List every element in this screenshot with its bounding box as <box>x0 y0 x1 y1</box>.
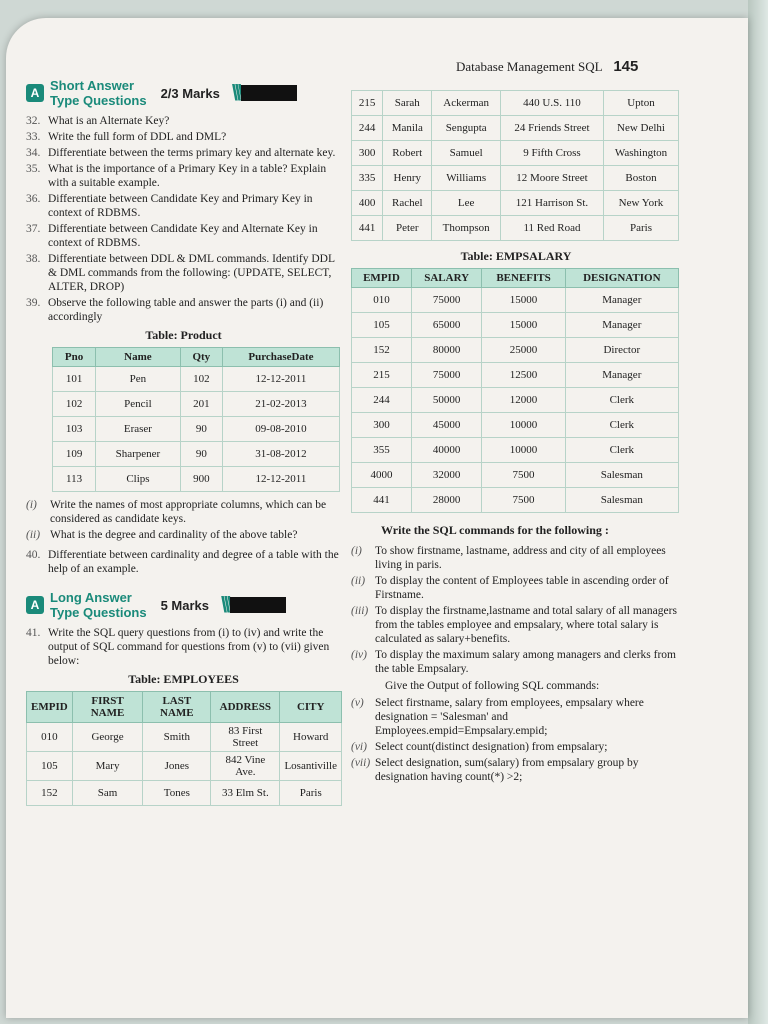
question-item <box>351 648 681 676</box>
question-number: 40. <box>26 549 41 561</box>
table-cell: 15000 <box>482 313 565 338</box>
product-table <box>52 347 340 492</box>
table-cell: Pen <box>96 367 181 392</box>
product-table-caption: Table: Product <box>145 328 222 342</box>
table-cell: 105 <box>27 752 73 781</box>
table-cell: 441 <box>352 216 383 241</box>
table-cell: 121 Harrison St. <box>500 191 603 216</box>
question-item <box>26 222 341 250</box>
question-number: 38. <box>26 253 41 265</box>
table-cell: 244 <box>352 388 412 413</box>
table-cell: 09-08-2010 <box>222 417 339 442</box>
table-row <box>352 463 679 488</box>
section-title <box>50 590 147 620</box>
table-cell: 80000 <box>411 338 482 363</box>
question-text: Differentiate between DDL & DML commands. Identify DDL & DML commands from the following: (UPDATE, SELECT, ALTER, DROP) <box>48 253 335 293</box>
empsalary-table-caption: Table: EMPSALARY <box>460 249 572 263</box>
question-40 <box>26 548 341 576</box>
table-row <box>53 392 340 417</box>
table-cell: Sharpener <box>96 442 181 467</box>
table-cell: 215 <box>352 91 383 116</box>
table-row <box>352 488 679 513</box>
question-item <box>26 498 341 526</box>
question-item <box>351 740 681 754</box>
table-row <box>27 781 342 806</box>
table-cell: 215 <box>352 363 412 388</box>
table-cell: 12 Moore Street <box>500 166 603 191</box>
question-item <box>351 574 681 602</box>
question-text: To display the firstname,lastname and total salary of all managers from the tables employee and empsalary, where total salary is calculated as salary+benefits. <box>375 605 677 645</box>
table-cell: 31-08-2012 <box>222 442 339 467</box>
table-cell: 32000 <box>411 463 482 488</box>
question-number: (i) <box>26 499 37 511</box>
table-cell: 440 U.S. 110 <box>500 91 603 116</box>
question-text: What is an Alternate Key? <box>48 115 170 127</box>
table-cell: Clerk <box>565 388 678 413</box>
table-cell: Mary <box>72 752 143 781</box>
question-text: What is the importance of a Primary Key in a table? Explain with a suitable example. <box>48 163 327 189</box>
table-cell: Jones <box>143 752 211 781</box>
table-cell: 90 <box>180 417 222 442</box>
question-number: (vii) <box>351 757 371 769</box>
empsalary-table <box>351 268 679 513</box>
short-questions-list <box>26 114 341 324</box>
table-cell: 335 <box>352 166 383 191</box>
section-title-line2: Type Questions <box>50 93 147 108</box>
table-cell: Clerk <box>565 413 678 438</box>
table-cell: Sengupta <box>432 116 501 141</box>
table-cell: 010 <box>27 723 73 752</box>
table-row <box>53 367 340 392</box>
table-cell: 4000 <box>352 463 412 488</box>
question-item <box>351 604 681 646</box>
section-title-line2: Type Questions <box>50 605 147 620</box>
table-cell: New York <box>603 191 678 216</box>
question-number: 39. <box>26 297 41 309</box>
column-header: EMPID <box>27 692 73 723</box>
table-cell: Paris <box>603 216 678 241</box>
table-row <box>352 338 679 363</box>
question-item <box>26 296 341 324</box>
table-cell: Clerk <box>565 438 678 463</box>
question-text: What is the degree and cardinality of the above table? <box>50 529 298 541</box>
question-number: 32. <box>26 115 41 127</box>
table-cell: Sarah <box>383 91 432 116</box>
table-cell: Rachel <box>383 191 432 216</box>
question-text: To display the content of Employees table in ascending order of Firstname. <box>375 575 669 601</box>
column-header: Qty <box>180 348 222 367</box>
question-item <box>26 252 341 294</box>
product-questions-list <box>26 498 341 542</box>
table-cell: 90 <box>180 442 222 467</box>
table-row <box>352 216 679 241</box>
table-cell: Eraser <box>96 417 181 442</box>
question-number: 37. <box>26 223 41 235</box>
question-number: 36. <box>26 193 41 205</box>
right-column <box>351 90 681 786</box>
table-cell: Smith <box>143 723 211 752</box>
question-number: (i) <box>351 545 362 557</box>
question-text: Write the names of most appropriate columns, which can be considered as candidate keys. <box>50 499 327 525</box>
employees-table-caption: Table: EMPLOYEES <box>128 672 239 686</box>
table-cell: 152 <box>27 781 73 806</box>
column-header: BENEFITS <box>482 269 565 288</box>
table-cell: 101 <box>53 367 96 392</box>
table-row <box>352 191 679 216</box>
table-cell: 24 Friends Street <box>500 116 603 141</box>
table-cell: 10000 <box>482 438 565 463</box>
table-cell: 9 Fifth Cross <box>500 141 603 166</box>
output-questions-list <box>351 696 681 784</box>
section-title-line1: Long Answer <box>50 590 132 605</box>
table-cell: 7500 <box>482 463 565 488</box>
table-cell: Lee <box>432 191 501 216</box>
table-cell: 12000 <box>482 388 565 413</box>
table-cell: 105 <box>352 313 412 338</box>
question-text: Write the full form of DDL and DML? <box>48 131 227 143</box>
header-title: Database Management SQL <box>456 59 603 74</box>
table-cell: 102 <box>53 392 96 417</box>
table-cell: 102 <box>180 367 222 392</box>
table-cell: Pencil <box>96 392 181 417</box>
table-row <box>352 166 679 191</box>
table-cell: 83 First Street <box>211 723 280 752</box>
table-row <box>352 313 679 338</box>
table-cell: 400 <box>352 191 383 216</box>
table-cell: 12-12-2011 <box>222 367 339 392</box>
column-header: CITY <box>280 692 342 723</box>
table-cell: Manager <box>565 313 678 338</box>
question-number: (ii) <box>351 575 366 587</box>
table-cell: Manila <box>383 116 432 141</box>
question-text: Differentiate between Candidate Key and Alternate Key in context of RDBMS. <box>48 223 318 249</box>
table-cell: Losantiville <box>280 752 342 781</box>
table-cell: 103 <box>53 417 96 442</box>
table-cell: Thompson <box>432 216 501 241</box>
table-cell: 201 <box>180 392 222 417</box>
question-number: (v) <box>351 697 364 709</box>
table-cell: 75000 <box>411 363 482 388</box>
table-cell: 244 <box>352 116 383 141</box>
question-item <box>26 146 341 160</box>
table-row <box>27 752 342 781</box>
table-cell: 441 <box>352 488 412 513</box>
section-marks: 5 Marks <box>160 597 209 613</box>
column-header: PurchaseDate <box>222 348 339 367</box>
column-header: FIRST NAME <box>72 692 143 723</box>
table-cell: Clips <box>96 467 181 492</box>
question-text: Differentiate between the terms primary key and alternate key. <box>48 147 336 159</box>
question-text: Differentiate between Candidate Key and Primary Key in context of RDBMS. <box>48 193 313 219</box>
table-cell: Tones <box>143 781 211 806</box>
table-cell: New Delhi <box>603 116 678 141</box>
page-header <box>456 58 706 75</box>
table-cell: 28000 <box>411 488 482 513</box>
write-sql-heading: Write the SQL commands for the following : <box>381 523 609 537</box>
question-text: Observe the following table and answer the parts (i) and (ii) accordingly <box>48 297 324 323</box>
table-cell: Manager <box>565 363 678 388</box>
table-cell: 45000 <box>411 413 482 438</box>
table-cell: 15000 <box>482 288 565 313</box>
question-number: (iv) <box>351 649 367 661</box>
table-cell: 40000 <box>411 438 482 463</box>
table-cell: 50000 <box>411 388 482 413</box>
question-item <box>351 756 681 784</box>
question-item <box>26 528 341 542</box>
table-cell: Boston <box>603 166 678 191</box>
table-cell: 842 Vine Ave. <box>211 752 280 781</box>
section-bar-decoration: \\\ <box>221 592 286 618</box>
column-header: EMPID <box>352 269 412 288</box>
question-text: Select designation, sum(salary) from empsalary group by designation having count(*) >2; <box>375 757 639 783</box>
table-cell: Samuel <box>432 141 501 166</box>
table-cell: 152 <box>352 338 412 363</box>
table-cell: Howard <box>280 723 342 752</box>
question-text: To display the maximum salary among managers and clerks from the table Empsalary. <box>375 649 676 675</box>
table-cell: Manager <box>565 288 678 313</box>
table-cell: 65000 <box>411 313 482 338</box>
question-item <box>351 696 681 738</box>
table-cell: Director <box>565 338 678 363</box>
question-number: 34. <box>26 147 41 159</box>
table-cell: Ackerman <box>432 91 501 116</box>
question-number: 33. <box>26 131 41 143</box>
question-text: Select firstname, salary from employees, empsalary where designation = 'Salesman' and Employees.empid=Empsalary.empid; <box>375 697 644 737</box>
table-cell: 33 Elm St. <box>211 781 280 806</box>
table-cell: 900 <box>180 467 222 492</box>
section-a-icon: A <box>26 596 44 614</box>
table-cell: Robert <box>383 141 432 166</box>
question-item <box>26 130 341 144</box>
question-number: (iii) <box>351 605 369 617</box>
table-cell: 75000 <box>411 288 482 313</box>
table-cell: 300 <box>352 141 383 166</box>
table-cell: 010 <box>352 288 412 313</box>
table-row <box>352 288 679 313</box>
question-number: (ii) <box>26 529 41 541</box>
page-number: 145 <box>613 58 639 75</box>
question-text: Select count(distinct designation) from empsalary; <box>375 741 608 753</box>
question-number: 41. <box>26 627 41 639</box>
question-text: To show firstname, lastname, address and city of all employees living in paris. <box>375 545 666 571</box>
give-output-heading: Give the Output of following SQL commands: <box>385 680 600 692</box>
table-cell: 21-02-2013 <box>222 392 339 417</box>
table-cell: 113 <box>53 467 96 492</box>
table-cell: Williams <box>432 166 501 191</box>
question-number: 35. <box>26 163 41 175</box>
section-marks: 2/3 Marks <box>160 85 220 101</box>
question-item <box>26 114 341 128</box>
section-title <box>50 78 147 108</box>
table-row <box>53 417 340 442</box>
table-row <box>352 116 679 141</box>
table-row <box>352 91 679 116</box>
table-cell: 7500 <box>482 488 565 513</box>
column-header: SALARY <box>411 269 482 288</box>
long-answer-heading <box>26 590 341 620</box>
column-header: ADDRESS <box>211 692 280 723</box>
table-row <box>352 363 679 388</box>
table-cell: 109 <box>53 442 96 467</box>
column-header: Name <box>96 348 181 367</box>
table-cell: 11 Red Road <box>500 216 603 241</box>
sql-questions-list <box>351 544 681 676</box>
table-row <box>352 141 679 166</box>
question-item <box>26 162 341 190</box>
table-row <box>53 467 340 492</box>
table-row <box>53 442 340 467</box>
column-header: DESIGNATION <box>565 269 678 288</box>
table-cell: Paris <box>280 781 342 806</box>
section-a-icon: A <box>26 84 44 102</box>
short-answer-heading <box>26 78 341 108</box>
table-cell: Salesman <box>565 463 678 488</box>
table-cell: Upton <box>603 91 678 116</box>
table-cell: Henry <box>383 166 432 191</box>
column-header: Pno <box>53 348 96 367</box>
table-row <box>352 388 679 413</box>
table-cell: 12500 <box>482 363 565 388</box>
employees-table <box>26 691 342 806</box>
table-cell: Sam <box>72 781 143 806</box>
question-item <box>351 544 681 572</box>
question-item <box>26 192 341 220</box>
book-page <box>6 18 748 1018</box>
table-cell: Peter <box>383 216 432 241</box>
table-row <box>27 723 342 752</box>
section-bar-decoration: \\\ <box>232 80 297 106</box>
table-cell: 25000 <box>482 338 565 363</box>
table-cell: George <box>72 723 143 752</box>
table-cell: Washington <box>603 141 678 166</box>
table-cell: 355 <box>352 438 412 463</box>
book-spine <box>748 0 768 1024</box>
table-cell: 10000 <box>482 413 565 438</box>
employees-table-continued <box>351 90 679 241</box>
question-text: Differentiate between cardinality and degree of a table with the help of an example. <box>48 549 339 575</box>
question-41 <box>26 626 341 668</box>
column-header: LAST NAME <box>143 692 211 723</box>
question-text: Write the SQL query questions from (i) to (iv) and write the output of SQL command for questions from (v) to (vii) given below: <box>48 627 330 667</box>
table-cell: 300 <box>352 413 412 438</box>
table-cell: 12-12-2011 <box>222 467 339 492</box>
section-title-line1: Short Answer <box>50 78 135 93</box>
question-number: (vi) <box>351 741 367 753</box>
table-cell: Salesman <box>565 488 678 513</box>
table-row <box>352 413 679 438</box>
table-row <box>352 438 679 463</box>
left-column <box>26 78 341 806</box>
